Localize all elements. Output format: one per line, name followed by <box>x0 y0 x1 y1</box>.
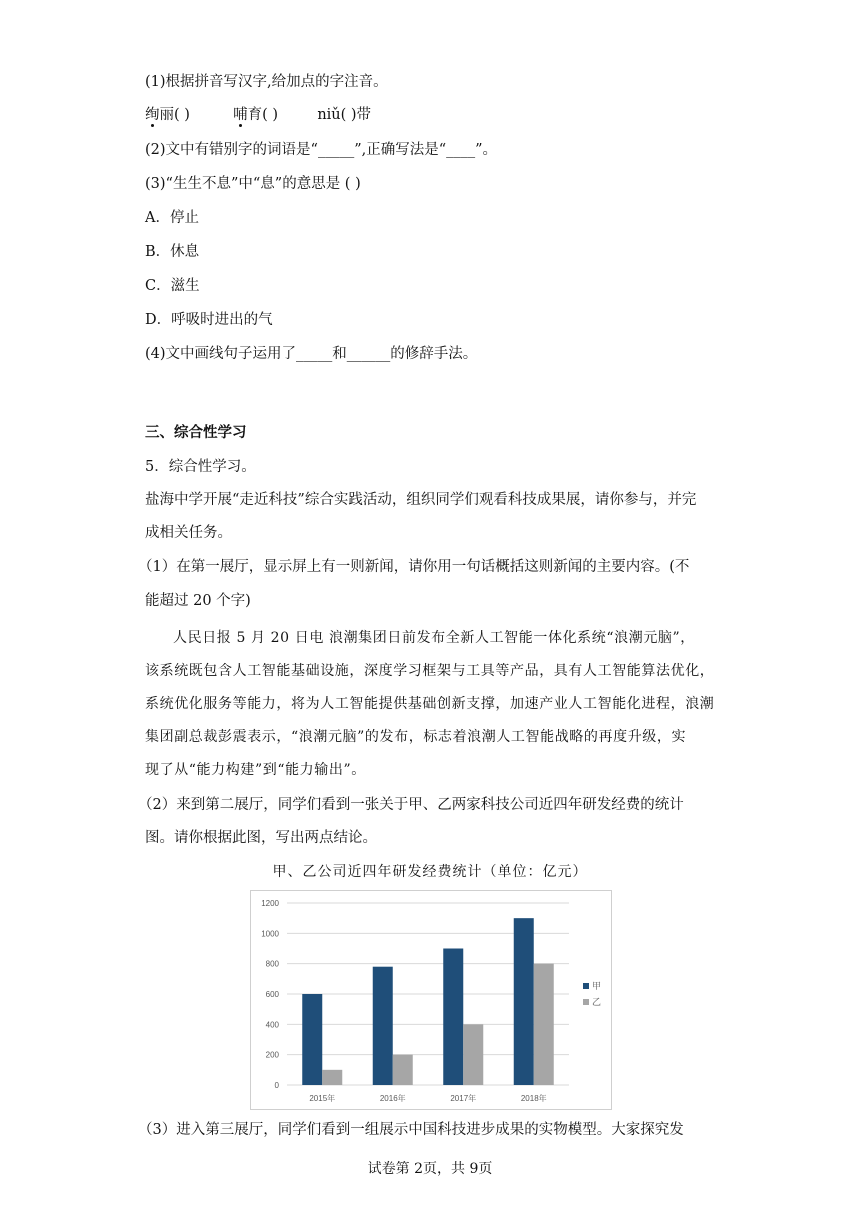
news-line-3: 系统优化服务等能力，将为人工智能提供基础创新支撑，加速产业人工智能化进程，浪潮 <box>145 696 715 712</box>
q4-line: (4)文中画线句子运用了_____和______的修辞手法。 <box>145 346 478 362</box>
y-tick-label: 0 <box>274 1081 279 1090</box>
bar-乙-2015年 <box>322 1070 342 1085</box>
y-tick-label: 800 <box>265 959 279 969</box>
intro-line-1: 盐海中学开展“走近科技”综合实践活动，组织同学们观看科技成果展，请你参与，并完 <box>145 492 697 508</box>
word-1-rest: 丽( ) <box>159 107 190 123</box>
legend-swatch <box>583 983 589 989</box>
chart-title: 甲、乙公司近四年研发经费统计（单位：亿元） <box>272 864 588 880</box>
q2-line: (2)文中有错别字的词语是“_____”,正确写法是“____”。 <box>145 142 498 158</box>
bar-甲-2015年 <box>302 994 322 1085</box>
y-tick-label: 1200 <box>261 899 279 908</box>
option-a: A．停止 <box>145 210 199 226</box>
task-3-line: （3）进入第三展厅，同学们看到一组展示中国科技进步成果的实物模型。大家探究发 <box>138 1122 684 1138</box>
bar-chart <box>250 890 612 1110</box>
bar-甲-2016年 <box>373 967 393 1085</box>
chart-svg <box>251 891 611 1109</box>
dotted-char: 哺 <box>233 107 248 123</box>
pinyin-row <box>145 105 371 125</box>
option-b: B．休息 <box>145 244 200 260</box>
question-5: 5．综合性学习。 <box>145 459 256 475</box>
word-3: niǔ( )带 <box>317 107 372 123</box>
page-footer: 试卷第 2页，共 9页 <box>367 1161 493 1177</box>
legend-label: 甲 <box>592 981 602 991</box>
task-1-line-2: 能超过 20 个字) <box>145 593 251 609</box>
y-tick-label: 200 <box>265 1050 279 1060</box>
x-tick-label: 2017年 <box>450 1094 477 1103</box>
legend-swatch <box>583 999 589 1005</box>
q1-instruction: (1)根据拼音写汉字,给加点的字注音。 <box>145 74 388 90</box>
news-line-1: 人民日报 5 月 20 日电 浪潮集团日前发布全新人工智能一体化系统“浪潮元脑”， <box>173 630 695 646</box>
news-line-4: 集团副总裁彭震表示，“浪潮元脑”的发布，标志着浪潮人工智能战略的再度升级，实 <box>145 729 687 745</box>
q3-line: (3)“生生不息”中“息”的意思是 ( ) <box>145 176 361 192</box>
x-tick-label: 2015年 <box>309 1094 336 1103</box>
task-2-line-1: （2）来到第二展厅，同学们看到一张关于甲、乙两家科技公司近四年研发经费的统计 <box>138 797 684 813</box>
bar-乙-2018年 <box>534 964 554 1085</box>
legend-label: 乙 <box>592 997 602 1007</box>
bar-乙-2017年 <box>463 1024 483 1085</box>
dotted-char: 绚 <box>145 107 160 123</box>
task-1-line-1: （1）在第一展厅，显示屏上有一则新闻，请你用一句话概括这则新闻的主要内容。(不 <box>138 559 690 575</box>
word-2-rest: 育( ) <box>247 107 279 123</box>
option-c: C．滋生 <box>145 278 200 294</box>
y-tick-label: 400 <box>265 1020 279 1030</box>
news-line-5: 现了从“能力构建”到“能力输出”。 <box>145 762 366 778</box>
y-tick-label: 1000 <box>261 929 279 939</box>
intro-line-2: 成相关任务。 <box>145 525 232 541</box>
word-2 <box>233 107 278 123</box>
y-tick-label: 600 <box>265 990 279 999</box>
news-line-2: 该系统既包含人工智能基础设施，深度学习框架与工具等产品，具有人工智能算法优化， <box>145 663 715 679</box>
bar-乙-2016年 <box>393 1055 413 1085</box>
word-1 <box>145 107 190 123</box>
x-tick-label: 2018年 <box>520 1094 547 1103</box>
bar-甲-2017年 <box>443 949 463 1086</box>
x-tick-label: 2016年 <box>379 1094 406 1103</box>
task-2-line-2: 图。请你根据此图，写出两点结论。 <box>145 830 377 846</box>
option-d: D．呼吸时进出的气 <box>145 312 273 328</box>
section-heading: 三、综合性学习 <box>145 425 247 441</box>
bar-甲-2018年 <box>514 918 534 1085</box>
